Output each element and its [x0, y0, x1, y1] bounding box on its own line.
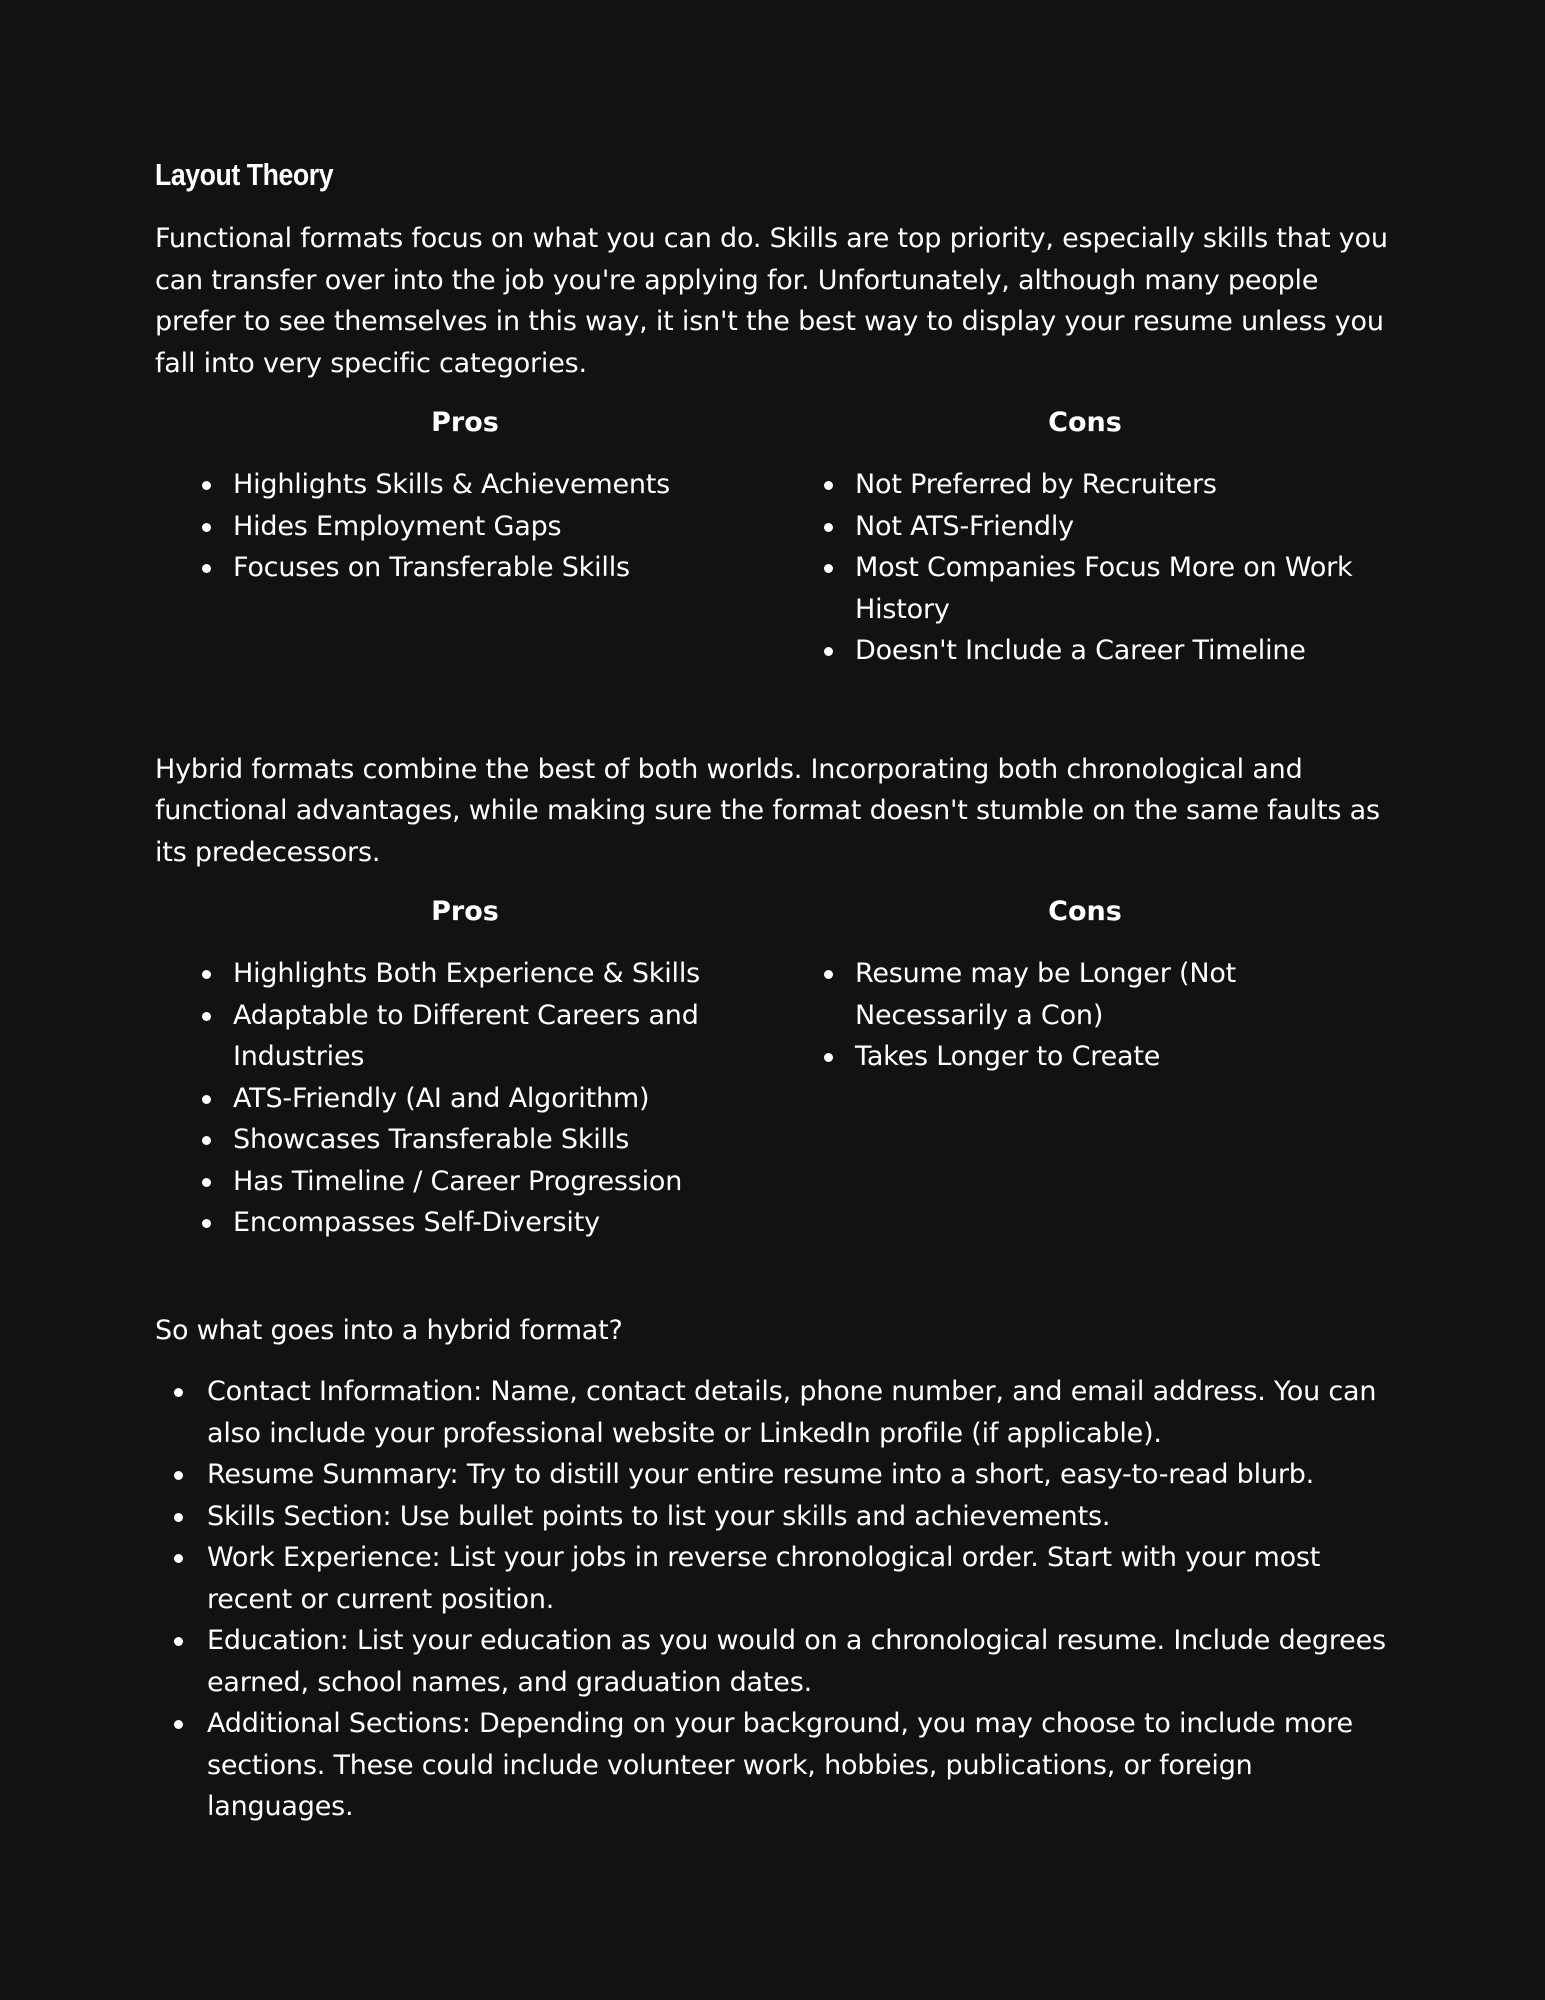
list-item: Skills Section: Use bullet points to list your skills and achievements.	[155, 1496, 1395, 1538]
list-item: ATS-Friendly (AI and Algorithm)	[155, 1078, 775, 1120]
list-item: Education: List your education as you would on a chronological resume. Include degrees earned, school names, and graduation dates.	[155, 1620, 1395, 1703]
list-item: Has Timeline / Career Progression	[155, 1161, 775, 1203]
list-item: Showcases Transferable Skills	[155, 1119, 775, 1161]
list-item: Takes Longer to Create	[775, 1036, 1395, 1078]
list-item: Hides Employment Gaps	[155, 506, 775, 548]
list-item: Not ATS-Friendly	[775, 506, 1395, 548]
functional-cons-heading: Cons	[1048, 407, 1122, 438]
functional-pros-heading: Pros	[431, 407, 499, 438]
list-item: Contact Information: Name, contact details, phone number, and email address. You can also include your professional website or LinkedIn profile (if applicable).	[155, 1371, 1395, 1454]
hybrid-cons-column	[775, 892, 1395, 1244]
hybrid-question: So what goes into a hybrid format?	[155, 1314, 623, 1346]
document-page	[155, 154, 1395, 1828]
hybrid-cons-list	[775, 953, 1395, 1078]
list-item: Adaptable to Different Careers and Industries	[155, 995, 775, 1078]
functional-cons-column	[775, 403, 1395, 672]
functional-pros-column	[155, 403, 775, 672]
hybrid-pros-heading: Pros	[431, 896, 499, 927]
hybrid-intro: Hybrid formats combine the best of both worlds. Incorporating both chronological and functional advantages, while making sure the format doesn't stumble on the same faults as its predecessors.	[155, 753, 1380, 868]
list-item: Resume Summary: Try to distill your entire resume into a short, easy-to-read blurb.	[155, 1454, 1395, 1496]
hybrid-pros-column	[155, 892, 775, 1244]
list-item: Highlights Skills & Achievements	[155, 464, 775, 506]
list-item: Focuses on Transferable Skills	[155, 547, 775, 589]
list-item: Resume may be Longer (Not Necessarily a Con)	[775, 953, 1395, 1036]
list-item: Work Experience: List your jobs in reverse chronological order. Start with your most recent or current position.	[155, 1537, 1395, 1620]
functional-cons-list	[775, 464, 1395, 672]
list-item: Doesn't Include a Career Timeline	[775, 630, 1395, 672]
page-title: Layout Theory	[155, 157, 334, 192]
list-item: Additional Sections: Depending on your background, you may choose to include more sections. These could include volunteer work, hobbies, publications, or foreign languages.	[155, 1703, 1395, 1828]
hybrid-cons-heading: Cons	[1048, 896, 1122, 927]
list-item: Not Preferred by Recruiters	[775, 464, 1395, 506]
list-item: Highlights Both Experience & Skills	[155, 953, 775, 995]
list-item: Most Companies Focus More on Work History	[775, 547, 1395, 630]
functional-pros-list	[155, 464, 775, 589]
hybrid-pros-cons	[155, 892, 1395, 1244]
functional-pros-cons	[155, 403, 1395, 672]
list-item: Encompasses Self-Diversity	[155, 1202, 775, 1244]
hybrid-pros-list	[155, 953, 775, 1244]
functional-intro: Functional formats focus on what you can do. Skills are top priority, especially skills that you can transfer over into the job you're applying for. Unfortunately, although many people prefer to see themselves in this way, it isn't the best way to display your resume unless you fall into very specific categories.	[155, 223, 1388, 379]
hybrid-contents-list	[155, 1371, 1395, 1828]
